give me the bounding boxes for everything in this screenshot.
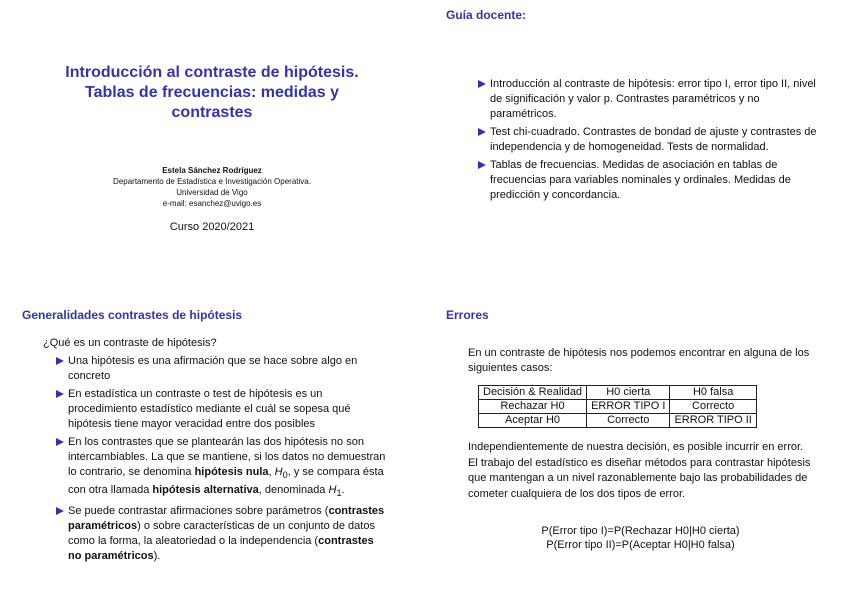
table-cell: Rechazar H0 (479, 400, 587, 414)
table-cell: Correcto (670, 400, 756, 414)
bullet-triangle-icon (56, 438, 64, 446)
table-header-cell: Decisión & Realidad (479, 386, 587, 400)
table-row (479, 400, 757, 414)
errors-slide (424, 300, 848, 600)
bullet-triangle-icon (56, 507, 64, 515)
list-item: Test chi-cuadrado. Contrastes de bondad de ajuste y contrastes de independencia y de homogeneidad. Tests de normalidad. (478, 125, 818, 155)
alternative-hypothesis-term: hipótesis alternativa (152, 484, 259, 497)
author-info (60, 165, 364, 209)
bullet-triangle-icon (478, 161, 486, 169)
list-item: Introducción al contraste de hipótesis: error tipo I, error tipo II, nivel de significación y valor p. Contrastes paramétricos y no paramétricos. (478, 77, 818, 122)
bullet-triangle-icon (56, 390, 64, 398)
syllabus-slide (424, 0, 848, 300)
title-slide (0, 0, 424, 300)
slide-heading: Errores (446, 308, 489, 322)
title-line-2: Tablas de frecuencias: medidas y (84, 84, 340, 101)
list-item: En estadística un contraste o test de hipótesis es un procedimiento estadístico mediante el cuál se sopesa qué hipótesis tiene mayor veracidad entre dos posibles (56, 387, 386, 432)
presentation-title (40, 63, 384, 123)
generalities-list (56, 354, 386, 567)
slide-heading: Guía docente: (446, 8, 527, 22)
bullet-triangle-icon (478, 80, 486, 88)
generalities-slide (0, 300, 424, 600)
formula-type-1: P(Error tipo I)=P(Rechazar H0|H0 cierta) (541, 525, 740, 537)
formula-type-2: P(Error tipo II)=P(Aceptar H0|H0 falsa) (546, 539, 735, 551)
intro-text: En un contraste de hipótesis nos podemos encontrar en alguna de los siguientes casos: (468, 347, 810, 374)
course-year: Curso 2020/2021 (169, 221, 255, 233)
author-university: Universidad de Vigo (176, 188, 248, 197)
list-item: Una hipótesis es una afirmación que se hace sobre algo en concreto (56, 354, 386, 384)
table-header-cell: H0 cierta (587, 386, 670, 400)
null-hypothesis-term: hipótesis nula (194, 466, 269, 478)
syllabus-list (478, 77, 818, 206)
question-text: ¿Qué es un contraste de hipótesis? (43, 337, 217, 349)
list-item: Tablas de frecuencias. Medidas de asociación en tablas de frecuencias para variables nominales y ordinales. Medidas de predicción y concordancia. (478, 158, 818, 203)
title-line-3: contrastes (171, 104, 253, 121)
nonparametric-tests-term: contrastes no paramétricos (68, 535, 374, 563)
title-line-1: Introducción al contraste de hipótesis. (65, 64, 359, 81)
table-cell: ERROR TIPO I (587, 400, 670, 414)
bullet-triangle-icon (56, 357, 64, 365)
table-header-cell: H0 falsa (670, 386, 756, 400)
author-department: Departamento de Estadística e Investigación Operativa. (113, 177, 311, 186)
error-types-table (478, 385, 757, 428)
error-probability-formulas (468, 524, 813, 552)
table-cell: Correcto (587, 414, 670, 428)
table-row (479, 414, 757, 428)
list-item: Se puede contrastar afirmaciones sobre parámetros (contrastes paramétricos) o sobre características de un conjunto de datos como la forma, la aleatoriedad o la independencia (contrastes no paramétricos). (56, 504, 386, 564)
author-name: Estela Sánchez Rodríguez (162, 166, 262, 175)
bullet-triangle-icon (478, 128, 486, 136)
table-cell: Aceptar H0 (479, 414, 587, 428)
table-header-row (479, 386, 757, 400)
explanation-paragraph: Independientemente de nuestra decisión, es posible incurrir en error. El trabajo del estadístico es diseñar métodos para contrastar hipótesis que mantengan a un nivel razonablemente bajo las probabilidades de cometer cualquiera de los dos tipos de error. (468, 441, 811, 500)
list-item: En los contrastes que se plantearán las dos hipótesis no son intercambiables. La que se mantiene, si los datos no demuestran lo contrario, se denomina hipótesis nula, $H_0$, y se compara ésta con otra llamada hipótesis alternativa, denominada $H_1$. (56, 435, 386, 501)
parametric-tests-term: contrastes paramétricos (68, 505, 385, 533)
table-cell: ERROR TIPO II (670, 414, 756, 428)
author-email: e-mail: esanchez@uvigo.es (162, 199, 262, 208)
slide-heading: Generalidades contrastes de hipótesis (22, 308, 243, 322)
